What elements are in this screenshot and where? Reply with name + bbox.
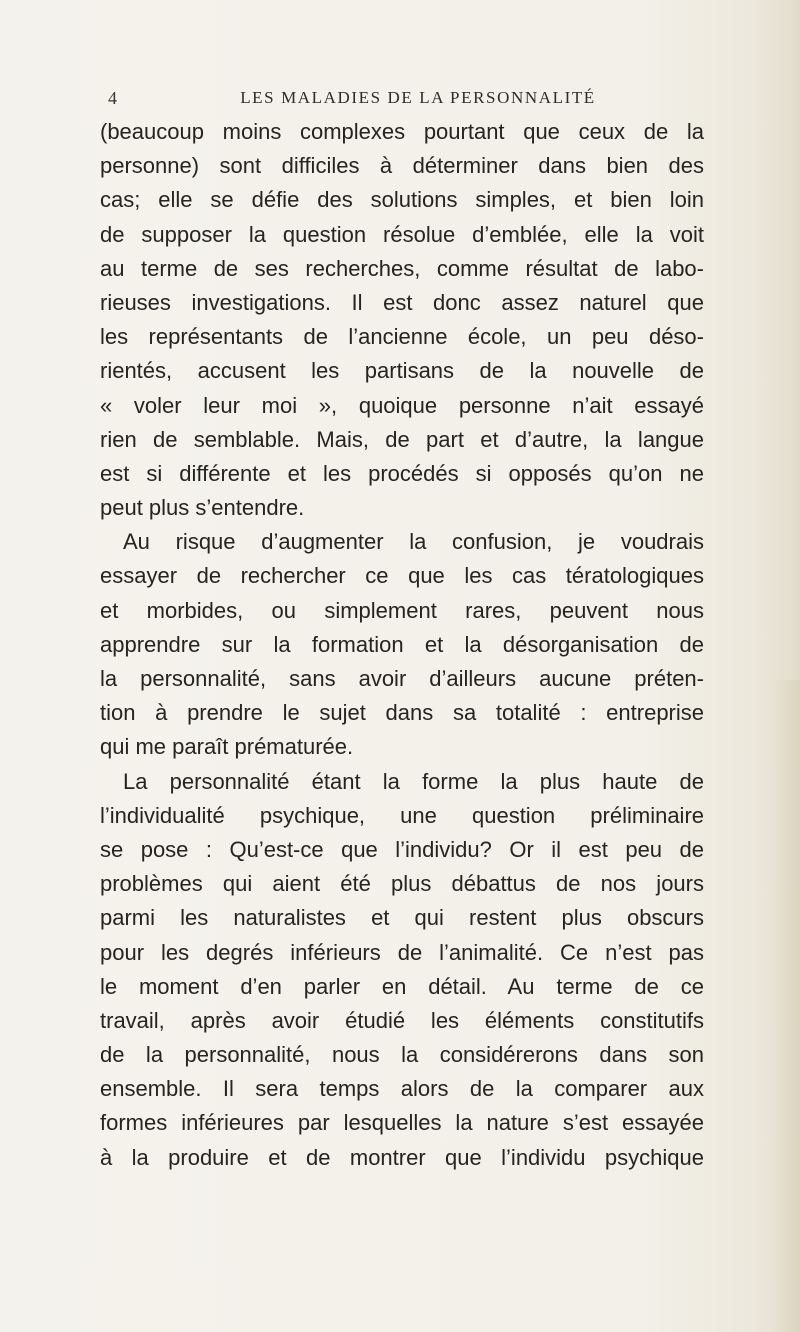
text-line: à la produire et de montrer que l’individu psychique — [100, 1144, 704, 1170]
text-line: (beaucoup moins complexes pourtant que ceux de la — [100, 119, 704, 144]
text-line: ensemble. Il sera temps alors de la comparer aux — [100, 1076, 704, 1102]
text-line: l’individualité psychique, une question préliminaire — [100, 802, 704, 828]
text-line: cas; elle se défie des solutions simples, et bien loin — [100, 187, 704, 213]
text-line: rien de semblable. Mais, de part et d’autre, la langue — [100, 426, 704, 452]
text-line: parmi les naturalistes et qui restent plus obscurs — [100, 905, 704, 931]
text-line: les représentants de l’ancienne école, un peu déso- — [100, 324, 704, 350]
text-line: la personnalité, sans avoir d’ailleurs aucune préten- — [100, 666, 704, 691]
text-line: au terme de ses recherches, comme résultat de labo- — [100, 255, 704, 281]
text-line: « voler leur moi », quoique personne n’ait essayé — [100, 392, 704, 418]
paragraph-end-line: qui me paraît prématurée. — [100, 734, 354, 760]
paragraph-end-line: peut plus s’entendre. — [100, 495, 305, 521]
text-line: le moment d’en parler en détail. Au terme de ce — [100, 973, 704, 999]
text-line: personne) sont difficiles à déterminer dans bien des — [100, 153, 704, 179]
text-line: formes inférieures par lesquelles la nature s’est essayée — [100, 1110, 704, 1136]
text-line: rientés, accusent les partisans de la nouvelle de — [100, 358, 704, 384]
page-edge-shadow — [774, 680, 800, 1332]
text-line: travail, après avoir étudié les éléments constitutifs — [100, 1007, 704, 1033]
text-line: de supposer la question résolue d’emblée, elle la voit — [100, 221, 704, 247]
text-line: est si différente et les procédés si opposés qu’on ne — [100, 460, 704, 486]
running-head: LES MALADIES DE LA PERSONNALITÉ — [240, 88, 596, 107]
page-header — [0, 88, 800, 114]
text-line: apprendre sur la formation et la désorganisation de — [100, 631, 704, 657]
paragraph-start-line: La personnalité étant la forme la plus haute de — [123, 768, 704, 794]
page-number: 4 — [108, 88, 117, 108]
text-line: tion à prendre le sujet dans sa totalité : entreprise — [100, 700, 704, 726]
text-line: rieuses investigations. Il est donc assez naturel que — [100, 289, 704, 315]
text-line: et morbides, ou simplement rares, peuvent nous — [100, 597, 704, 623]
body-text — [100, 115, 704, 1175]
text-line: se pose : Qu’est-ce que l’individu? Or il est peu de — [100, 836, 704, 862]
text-line: problèmes qui aient été plus débattus de nos jours — [100, 871, 704, 897]
text-line: de la personnalité, nous la considérerons dans son — [100, 1042, 704, 1068]
text-line: pour les degrés inférieurs de l’animalité. Ce n’est pas — [100, 939, 704, 965]
paragraph-start-line: Au risque d’augmenter la confusion, je voudrais — [123, 529, 704, 555]
text-line: essayer de rechercher ce que les cas tératologiques — [100, 563, 704, 589]
